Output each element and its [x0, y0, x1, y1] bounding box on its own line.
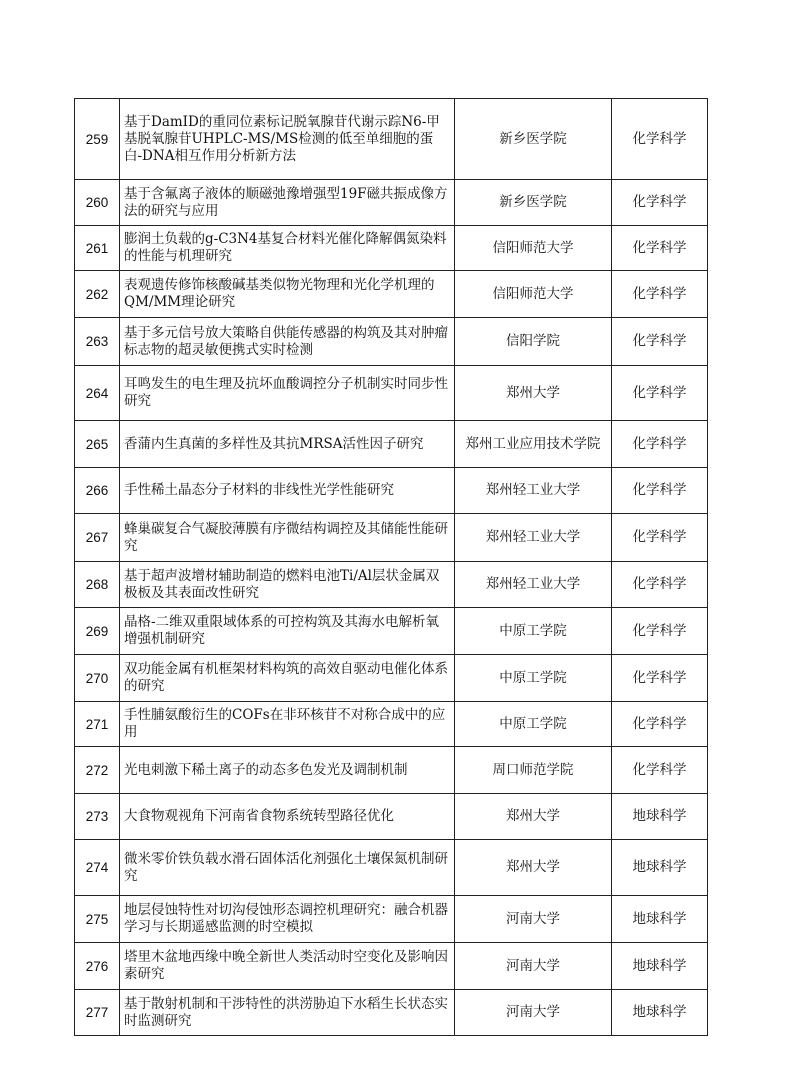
discipline: 化学科学	[612, 468, 708, 514]
row-number: 260	[75, 180, 120, 226]
institution: 郑州轻工业大学	[455, 514, 612, 562]
table-row	[75, 608, 708, 655]
row-number: 262	[75, 271, 120, 318]
table-row	[75, 514, 708, 562]
table-row	[75, 366, 708, 421]
table-row	[75, 271, 708, 318]
institution: 中原工学院	[455, 702, 612, 747]
project-title: 基于DamID的重同位素标记脱氧腺苷代谢示踪N6-甲基脱氧腺苷UHPLC-MS/MS检测的低至单细胞的蛋白-DNA相互作用分析新方法	[120, 99, 455, 180]
institution: 郑州大学	[455, 366, 612, 421]
discipline: 化学科学	[612, 562, 708, 608]
project-title: 香蒲内生真菌的多样性及其抗MRSA活性因子研究	[120, 421, 455, 468]
discipline: 地球科学	[612, 840, 708, 896]
table-row	[75, 943, 708, 990]
project-title: 手性脯氨酸衍生的COFs在非环核苷不对称合成中的应用	[120, 702, 455, 747]
institution: 中原工学院	[455, 608, 612, 655]
row-number: 267	[75, 514, 120, 562]
project-title: 基于含氟离子液体的顺磁弛豫增强型19F磁共振成像方法的研究与应用	[120, 180, 455, 226]
row-number: 266	[75, 468, 120, 514]
table-row	[75, 180, 708, 226]
discipline: 化学科学	[612, 226, 708, 271]
table-row	[75, 226, 708, 271]
row-number: 274	[75, 840, 120, 896]
table-row	[75, 468, 708, 514]
institution: 信阳师范大学	[455, 226, 612, 271]
institution: 新乡医学院	[455, 180, 612, 226]
table-row	[75, 702, 708, 747]
discipline: 地球科学	[612, 943, 708, 990]
project-title: 双功能金属有机框架材料构筑的高效自驱动电催化体系的研究	[120, 655, 455, 702]
project-title: 耳鸣发生的电生理及抗坏血酸调控分子机制实时同步性研究	[120, 366, 455, 421]
institution: 郑州轻工业大学	[455, 562, 612, 608]
table-row	[75, 318, 708, 366]
project-title: 基于散射机制和干涉特性的洪涝胁迫下水稻生长状态实时监测研究	[120, 990, 455, 1036]
table-row	[75, 794, 708, 840]
row-number: 261	[75, 226, 120, 271]
project-title: 手性稀土晶态分子材料的非线性光学性能研究	[120, 468, 455, 514]
project-title: 光电刺激下稀土离子的动态多色发光及调制机制	[120, 747, 455, 794]
row-number: 271	[75, 702, 120, 747]
project-title: 晶格-二维双重限域体系的可控构筑及其海水电解析氧增强机制研究	[120, 608, 455, 655]
table-row	[75, 990, 708, 1036]
institution: 郑州大学	[455, 840, 612, 896]
discipline: 化学科学	[612, 180, 708, 226]
row-number: 277	[75, 990, 120, 1036]
project-title: 表观遗传修饰核酸碱基类似物光物理和光化学机理的QM/MM理论研究	[120, 271, 455, 318]
institution: 河南大学	[455, 943, 612, 990]
row-number: 269	[75, 608, 120, 655]
discipline: 化学科学	[612, 608, 708, 655]
institution: 郑州轻工业大学	[455, 468, 612, 514]
institution: 中原工学院	[455, 655, 612, 702]
table-row	[75, 421, 708, 468]
row-number: 275	[75, 896, 120, 943]
institution: 河南大学	[455, 990, 612, 1036]
project-table	[74, 98, 708, 1036]
table-row	[75, 896, 708, 943]
project-title: 蜂巢碳复合气凝胶薄膜有序微结构调控及其储能性能研究	[120, 514, 455, 562]
project-title: 基于超声波增材辅助制造的燃料电池Ti/Al层状金属双极板及其表面改性研究	[120, 562, 455, 608]
discipline: 化学科学	[612, 655, 708, 702]
project-title: 大食物观视角下河南省食物系统转型路径优化	[120, 794, 455, 840]
row-number: 263	[75, 318, 120, 366]
row-number: 259	[75, 99, 120, 180]
discipline: 地球科学	[612, 794, 708, 840]
row-number: 265	[75, 421, 120, 468]
discipline: 化学科学	[612, 366, 708, 421]
discipline: 化学科学	[612, 318, 708, 366]
institution: 郑州工业应用技术学院	[455, 421, 612, 468]
institution: 周口师范学院	[455, 747, 612, 794]
table-row	[75, 562, 708, 608]
discipline: 化学科学	[612, 99, 708, 180]
row-number: 272	[75, 747, 120, 794]
project-title: 基于多元信号放大策略自供能传感器的构筑及其对肿瘤标志物的超灵敏便携式实时检测	[120, 318, 455, 366]
discipline: 化学科学	[612, 702, 708, 747]
row-number: 268	[75, 562, 120, 608]
institution: 信阳师范大学	[455, 271, 612, 318]
table-row	[75, 840, 708, 896]
institution: 信阳学院	[455, 318, 612, 366]
institution: 郑州大学	[455, 794, 612, 840]
table-row	[75, 747, 708, 794]
table-row	[75, 99, 708, 180]
project-title: 地层侵蚀特性对切沟侵蚀形态调控机理研究：融合机器学习与长期遥感监测的时空模拟	[120, 896, 455, 943]
institution: 河南大学	[455, 896, 612, 943]
row-number: 276	[75, 943, 120, 990]
discipline: 化学科学	[612, 271, 708, 318]
discipline: 化学科学	[612, 421, 708, 468]
project-title: 塔里木盆地西缘中晚全新世人类活动时空变化及影响因素研究	[120, 943, 455, 990]
discipline: 地球科学	[612, 990, 708, 1036]
discipline: 化学科学	[612, 514, 708, 562]
row-number: 273	[75, 794, 120, 840]
project-title: 膨润土负载的g-C3N4基复合材料光催化降解偶氮染料的性能与机理研究	[120, 226, 455, 271]
row-number: 270	[75, 655, 120, 702]
discipline: 化学科学	[612, 747, 708, 794]
project-title: 微米零价铁负载水滑石固体活化剂强化土壤保氮机制研究	[120, 840, 455, 896]
discipline: 地球科学	[612, 896, 708, 943]
institution: 新乡医学院	[455, 99, 612, 180]
row-number: 264	[75, 366, 120, 421]
table-row	[75, 655, 708, 702]
